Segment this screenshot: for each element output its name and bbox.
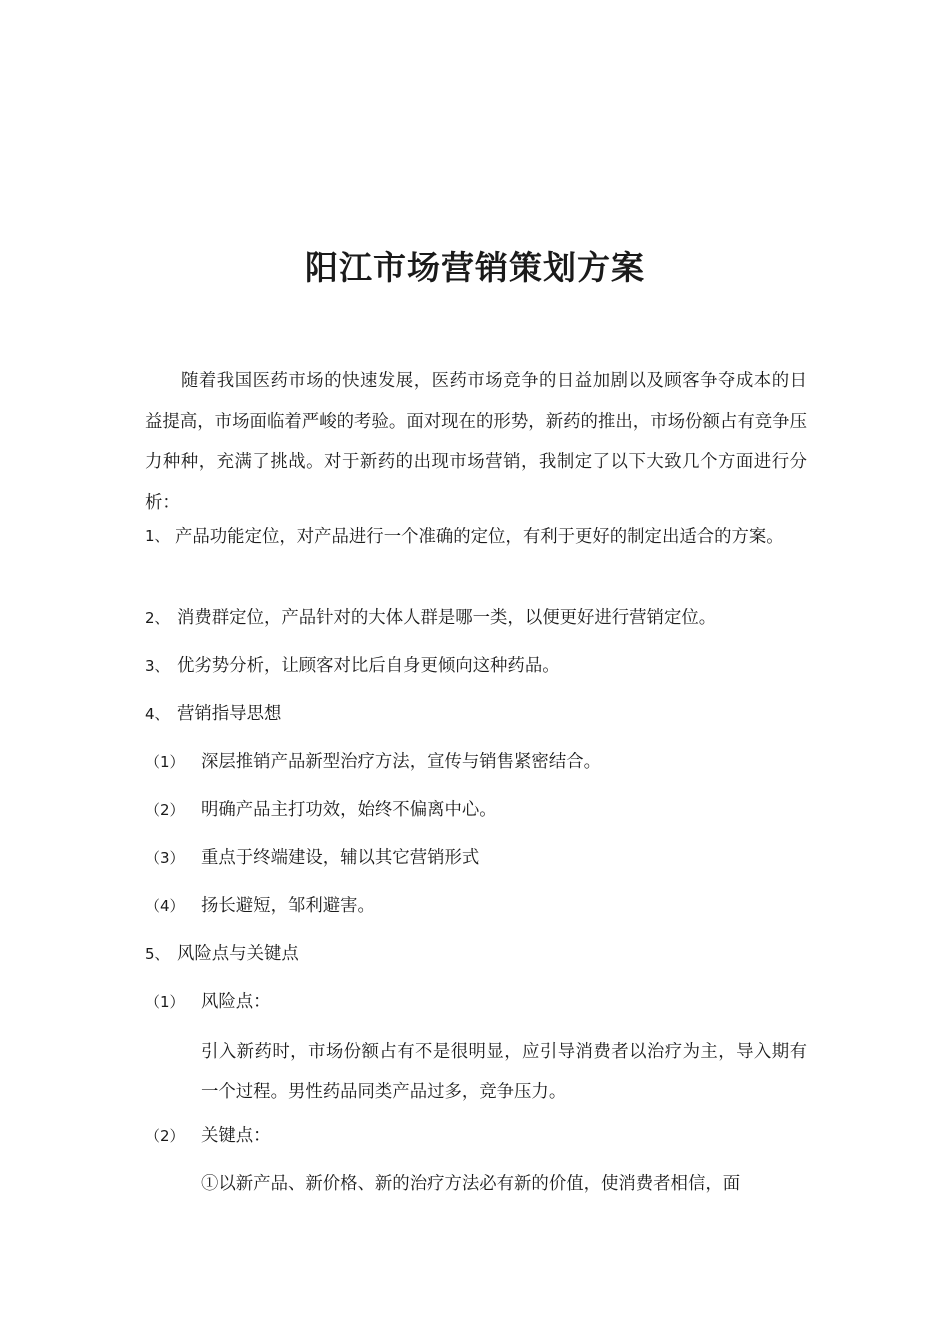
- list-item-text: 产品功能定位，对产品进行一个准确的定位，有利于更好的制定出适合的方案。: [175, 527, 784, 547]
- list-item-number: 2、: [145, 609, 170, 627]
- risk-body: 引入新药时，市场份额占有不是很明显，应引导消费者以治疗为主，导入期有一个过程。男性药品同类产品过多，竞争压力。: [201, 1042, 807, 1102]
- list-item-text: 营销指导思想: [177, 704, 282, 724]
- list-item-number: 4、: [145, 705, 170, 723]
- key-label: 关键点：: [201, 1126, 271, 1146]
- sub-item-number: （1）: [145, 753, 185, 771]
- list-item-number: 3、: [145, 657, 170, 675]
- list-item-text: 消费群定位，产品针对的大体人群是哪一类，以便更好进行营销定位。: [177, 608, 717, 628]
- list-item-number: 1、: [145, 527, 170, 545]
- risk-label: 风险点：: [201, 992, 271, 1012]
- sub-item-number: （1）: [145, 993, 185, 1011]
- sub-item-text: 重点于终端建设，辅以其它营销形式: [201, 848, 480, 868]
- sub-item-number: （2）: [145, 1127, 185, 1145]
- sub-item-text: 深层推销产品新型治疗方法，宣传与销售紧密结合。: [201, 752, 601, 772]
- list-item-text: 优劣势分析，让顾客对比后自身更倾向这种药品。: [177, 656, 560, 676]
- key-body: ①以新产品、新价格、新的治疗方法必有新的价值，使消费者相信，面: [201, 1174, 741, 1194]
- intro-paragraph: 随着我国医药市场的快速发展，医药市场竞争的日益加剧以及顾客争夺成本的日益提高，市场面临着严峻的考验。面对现在的形势，新药的推出，市场份额占有竞争压力种种，充满了挑战。对于新药的出现市场营销，我制定了以下大致几个方面进行分析：: [145, 371, 807, 513]
- list-item-number: 5、: [145, 945, 170, 963]
- sub-item-number: （4）: [145, 897, 185, 915]
- document-title: 阳江市场营销策划方案: [305, 248, 645, 287]
- sub-item-text: 明确产品主打功效，始终不偏离中心。: [201, 800, 497, 820]
- sub-item-number: （3）: [145, 849, 185, 867]
- sub-item-number: （2）: [145, 801, 185, 819]
- sub-item-text: 扬长避短，邹利避害。: [201, 896, 375, 916]
- list-item-text: 风险点与关键点: [177, 944, 299, 964]
